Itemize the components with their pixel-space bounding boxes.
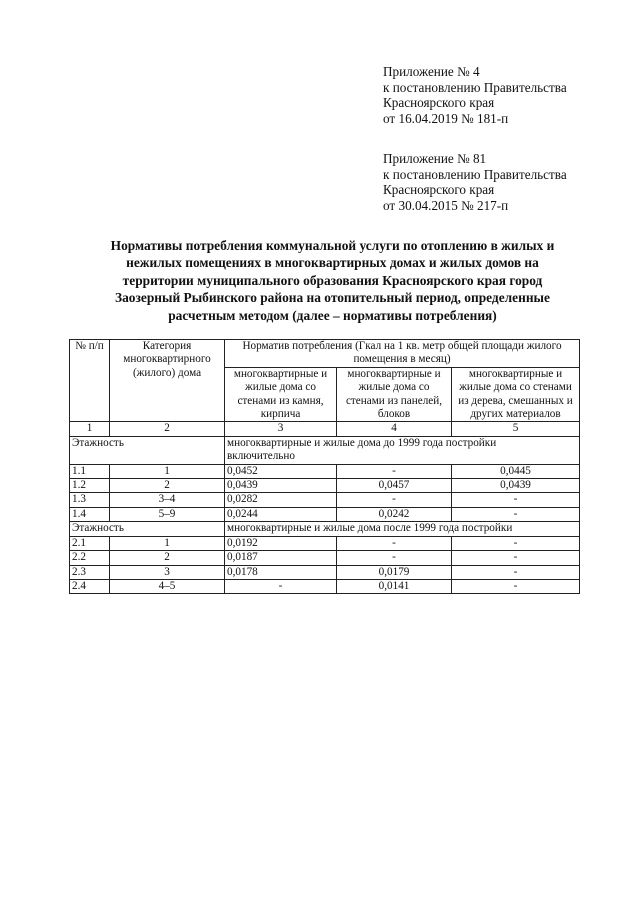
table-row <box>70 579 580 593</box>
header-norm: Норматив потребления (Гкал на 1 кв. метр общей площади жилого помещения в месяц) <box>225 340 580 368</box>
column-number: 3 <box>225 422 337 436</box>
row-number: 1.4 <box>70 507 110 521</box>
column-number: 2 <box>110 422 225 436</box>
section-description-line: включительно <box>227 450 295 463</box>
table-row <box>70 493 580 507</box>
title-line: территории муниципального образования Красноярского края город <box>122 272 543 288</box>
header-category: Категория многоквартирного (жилого) дома <box>110 340 225 422</box>
table-row <box>70 479 580 493</box>
title-line: Нормативы потребления коммунальной услуги по отоплению в жилых и <box>110 238 555 253</box>
table-row <box>70 536 580 550</box>
section-description-line: многоквартирные и жилые дома до 1999 года постройки <box>227 436 497 449</box>
norms-table <box>69 339 580 594</box>
value-wood-mixed: 0,0445 <box>452 464 580 478</box>
appendix-number: Приложение № 4 <box>383 64 480 79</box>
appendix-date: от 30.04.2015 № 217-п <box>383 197 509 213</box>
value-panel-block: 0,0179 <box>337 565 452 579</box>
title-line: расчетным методом (далее – нормативы потребления) <box>168 307 497 323</box>
appendix-resolution: к постановлению Правительства <box>383 79 567 95</box>
document-title <box>70 237 595 324</box>
row-category: 3–4 <box>110 493 225 507</box>
row-category: 4–5 <box>110 579 225 593</box>
header-stone-brick: многоквартирные и жилые дома со стенами из камня, кирпича <box>225 367 337 422</box>
row-number: 2.4 <box>70 579 110 593</box>
value-panel-block: - <box>337 551 452 565</box>
value-stone-brick: 0,0178 <box>225 565 337 579</box>
value-panel-block: 0,0141 <box>337 579 452 593</box>
appendix-region: Красноярского края <box>383 95 495 111</box>
value-wood-mixed: - <box>452 536 580 550</box>
value-wood-mixed: - <box>452 493 580 507</box>
table-row <box>70 464 580 478</box>
column-numbering-row <box>70 422 580 436</box>
value-stone-brick: 0,0282 <box>225 493 337 507</box>
value-panel-block: 0,0242 <box>337 507 452 521</box>
table-row <box>70 551 580 565</box>
row-category: 1 <box>110 464 225 478</box>
header-wood-mixed: многоквартирные и жилые дома со стенами из дерева, смешанных и других материалов <box>452 367 580 422</box>
row-number: 1.3 <box>70 493 110 507</box>
section-description: многоквартирные и жилые дома после 1999 года постройки <box>225 522 580 536</box>
row-number: 1.2 <box>70 479 110 493</box>
appendix-number: Приложение № 81 <box>383 151 487 166</box>
header-panel-block: многоквартирные и жилые дома со стенами из панелей, блоков <box>337 367 452 422</box>
value-panel-block: - <box>337 464 452 478</box>
column-number: 4 <box>337 422 452 436</box>
title-line: нежилых помещениях в многоквартирных домах и жилых домов на <box>126 255 539 271</box>
section-label: Этажность <box>70 436 225 464</box>
value-panel-block: 0,0457 <box>337 479 452 493</box>
row-category: 3 <box>110 565 225 579</box>
appendix-block-2 <box>383 151 628 213</box>
value-stone-brick: - <box>225 579 337 593</box>
section-description <box>225 436 580 464</box>
value-panel-block: - <box>337 536 452 550</box>
value-wood-mixed: - <box>452 507 580 521</box>
appendix-region: Красноярского края <box>383 182 495 198</box>
row-category: 2 <box>110 479 225 493</box>
column-number: 5 <box>452 422 580 436</box>
value-stone-brick: 0,0192 <box>225 536 337 550</box>
row-number: 2.1 <box>70 536 110 550</box>
row-category: 5–9 <box>110 507 225 521</box>
row-number: 1.1 <box>70 464 110 478</box>
section-header-row <box>70 522 580 536</box>
title-line: Заозерный Рыбинского района на отопительный период, определенные <box>115 290 550 306</box>
table-row <box>70 565 580 579</box>
appendix-block-1 <box>383 64 628 126</box>
section-label: Этажность <box>70 522 225 536</box>
row-category: 2 <box>110 551 225 565</box>
value-wood-mixed: 0,0439 <box>452 479 580 493</box>
section-header-row <box>70 436 580 464</box>
appendix-date: от 16.04.2019 № 181-п <box>383 110 509 126</box>
value-stone-brick: 0,0439 <box>225 479 337 493</box>
row-number: 2.2 <box>70 551 110 565</box>
value-stone-brick: 0,0244 <box>225 507 337 521</box>
table-header-row <box>70 340 580 368</box>
value-wood-mixed: - <box>452 565 580 579</box>
header-number: № п/п <box>70 340 110 422</box>
value-stone-brick: 0,0452 <box>225 464 337 478</box>
value-stone-brick: 0,0187 <box>225 551 337 565</box>
table-row <box>70 507 580 521</box>
value-wood-mixed: - <box>452 579 580 593</box>
row-category: 1 <box>110 536 225 550</box>
appendix-resolution: к постановлению Правительства <box>383 166 567 182</box>
column-number: 1 <box>70 422 110 436</box>
row-number: 2.3 <box>70 565 110 579</box>
value-panel-block: - <box>337 493 452 507</box>
value-wood-mixed: - <box>452 551 580 565</box>
